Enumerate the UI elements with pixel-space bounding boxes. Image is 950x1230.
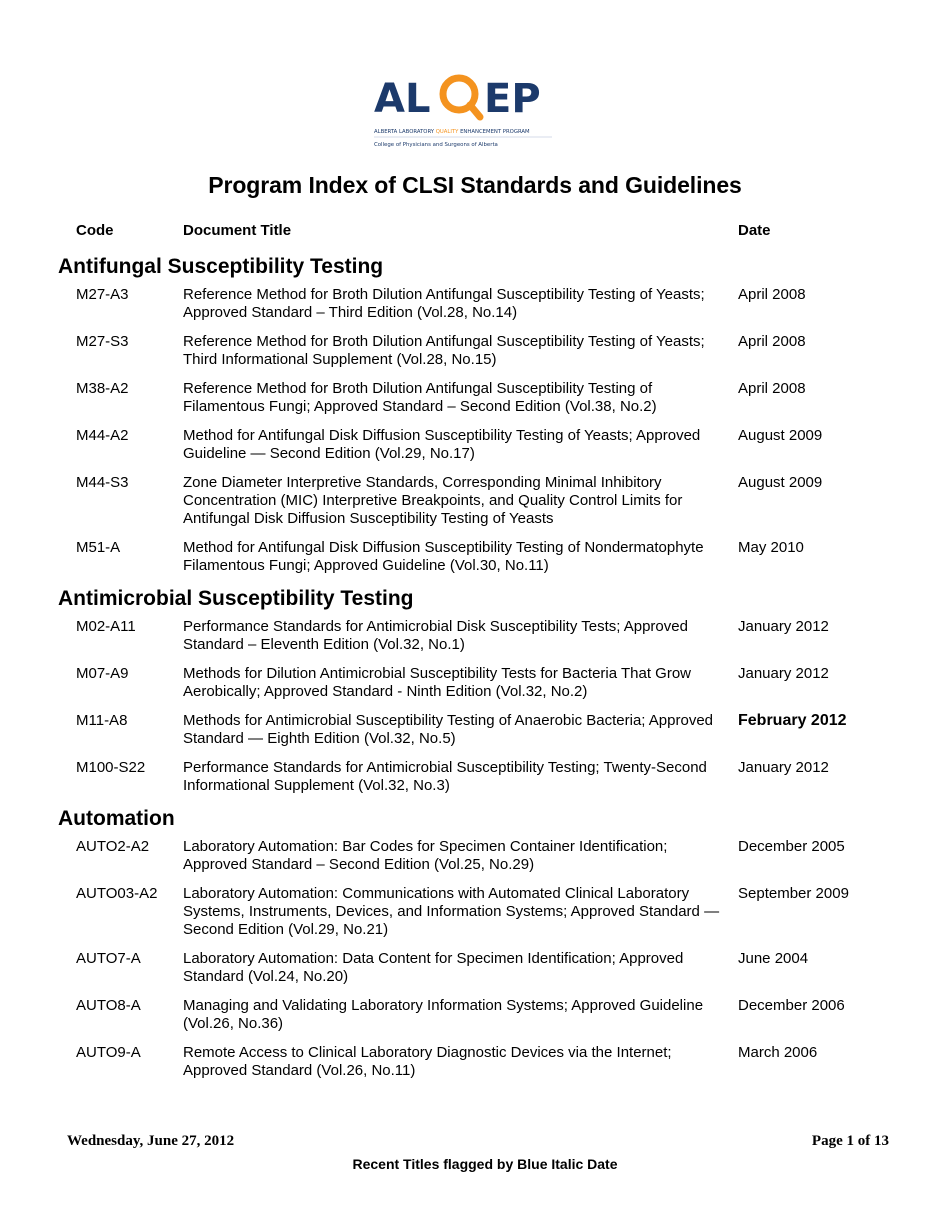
- section-heading: Automation: [58, 807, 175, 830]
- footer-page-number: Page 1 of 13: [811, 1133, 889, 1149]
- entry-title: Laboratory Automation: Communications with Automated Clinical Laboratory Systems, Instruments, Devices, and Information Systems; Approved Standard — Second Edition (Vol.29, No.21): [183, 885, 720, 938]
- standard-entry: [58, 950, 928, 986]
- logo-college-text: College of Physicians and Surgeons of Alberta: [374, 142, 498, 148]
- entry-code: AUTO03-A2: [76, 885, 158, 902]
- standard-entry: [58, 333, 928, 369]
- standard-entry: [58, 1044, 928, 1080]
- standard-entry: [58, 759, 928, 795]
- entry-code: M27-S3: [76, 333, 129, 350]
- column-header-date: Date: [738, 222, 771, 239]
- entry-date: September 2009: [738, 885, 849, 902]
- standard-entry: [58, 539, 928, 575]
- entry-title: Remote Access to Clinical Laboratory Diagnostic Devices via the Internet; Approved Standard (Vol.26, No.11): [183, 1044, 672, 1079]
- entry-date: February 2012: [738, 712, 847, 729]
- entry-date: August 2009: [738, 474, 823, 491]
- logo-letters-al: AL: [374, 76, 431, 122]
- entry-title: Laboratory Automation: Data Content for Specimen Identification; Approved Standard (Vol.24, No.20): [183, 950, 684, 985]
- footer-date: Wednesday, June 27, 2012: [67, 1133, 235, 1149]
- standard-entry: [58, 997, 928, 1033]
- standard-entry: [58, 665, 928, 701]
- entry-date: December 2006: [738, 997, 845, 1014]
- standard-entry: [58, 618, 928, 654]
- entry-code: M02-A11: [76, 618, 136, 635]
- entry-code: AUTO9-A: [76, 1044, 141, 1061]
- entry-title: Performance Standards for Antimicrobial Disk Susceptibility Tests; Approved Standard – Eleventh Edition (Vol.32, No.1): [183, 618, 688, 653]
- entry-code: M44-S3: [76, 474, 129, 491]
- standard-entry: [58, 474, 928, 528]
- entry-code: AUTO2-A2: [76, 838, 150, 855]
- entry-date: August 2009: [738, 427, 823, 444]
- logo-letters-ep: EP: [484, 76, 541, 122]
- section-heading: Antifungal Susceptibility Testing: [58, 255, 384, 278]
- entry-date: March 2006: [738, 1044, 818, 1061]
- entry-title: Method for Antifungal Disk Diffusion Susceptibility Testing of Yeasts; Approved Guideline — Second Edition (Vol.29, No.17): [183, 427, 701, 462]
- entry-title: Methods for Antimicrobial Susceptibility Testing of Anaerobic Bacteria; Approved Standard — Eighth Edition (Vol.32, No.5): [183, 712, 714, 747]
- entry-title: Methods for Dilution Antimicrobial Susceptibility Tests for Bacteria That Grow Aerobically; Approved Standard - Ninth Edition (Vol.32, No.2): [183, 665, 691, 700]
- entry-code: M51-A: [76, 539, 121, 556]
- entry-code: AUTO8-A: [76, 997, 141, 1014]
- entry-date: January 2012: [738, 618, 829, 635]
- standard-entry: [58, 712, 928, 748]
- footer-note: Recent Titles flagged by Blue Italic Date: [352, 1156, 618, 1172]
- entry-code: M38-A2: [76, 380, 129, 397]
- entry-title: Reference Method for Broth Dilution Antifungal Susceptibility Testing of Yeasts; Third Informational Supplement (Vol.28, No.15): [183, 333, 705, 368]
- entry-date: December 2005: [738, 838, 845, 855]
- entry-code: M44-A2: [76, 427, 129, 444]
- entry-date: June 2004: [738, 950, 809, 967]
- standard-entry: [58, 380, 928, 416]
- entry-code: M11-A8: [76, 712, 128, 729]
- entry-title: Performance Standards for Antimicrobial Susceptibility Testing; Twenty-Second Informational Supplement (Vol.32, No.3): [183, 759, 707, 794]
- entry-title: Zone Diameter Interpretive Standards, Corresponding Minimal Inhibitory Concentration (MIC) Interpretive Breakpoints, and Quality Control Limits for Antifungal Disk Diffusion Susceptibility Testing of Yeasts: [183, 474, 683, 527]
- entry-title: Reference Method for Broth Dilution Antifungal Susceptibility Testing of Yeasts; Approved Standard – Third Edition (Vol.28, No.14): [183, 286, 705, 321]
- entry-title: Managing and Validating Laboratory Information Systems; Approved Guideline (Vol.26, No.36): [183, 997, 704, 1032]
- standards-list: [58, 254, 928, 1091]
- entry-date: April 2008: [738, 380, 806, 397]
- entry-code: AUTO7-A: [76, 950, 141, 967]
- entry-date: January 2012: [738, 665, 829, 682]
- entry-date: April 2008: [738, 286, 806, 303]
- page-title: Program Index of CLSI Standards and Guidelines: [208, 172, 742, 198]
- logo-program-text: ALBERTA LABORATORY QUALITY ENHANCEMENT PROGRAM: [374, 129, 530, 135]
- entry-date: April 2008: [738, 333, 806, 350]
- entry-title: Method for Antifungal Disk Diffusion Susceptibility Testing of Nondermatophyte Filamentous Fungi; Approved Guideline (Vol.30, No.11): [183, 539, 704, 574]
- column-header-code: Code: [76, 222, 114, 239]
- magnifier-icon: [443, 78, 480, 117]
- standard-entry: [58, 286, 928, 322]
- alqep-logo: [372, 70, 557, 154]
- standard-entry: [58, 885, 928, 939]
- entry-title: Reference Method for Broth Dilution Antifungal Susceptibility Testing of Filamentous Fungi; Approved Standard – Second Edition (Vol.38, No.2): [183, 380, 657, 415]
- column-header-title: Document Title: [183, 222, 292, 239]
- entry-date: January 2012: [738, 759, 829, 776]
- entry-code: M100-S22: [76, 759, 146, 776]
- standard-entry: [58, 838, 928, 874]
- entry-code: M27-A3: [76, 286, 129, 303]
- entry-date: May 2010: [738, 539, 804, 556]
- section-heading: Antimicrobial Susceptibility Testing: [58, 587, 414, 610]
- entry-title: Laboratory Automation: Bar Codes for Specimen Container Identification; Approved Standard – Second Edition (Vol.25, No.29): [183, 838, 668, 873]
- entry-code: M07-A9: [76, 665, 129, 682]
- standard-entry: [58, 427, 928, 463]
